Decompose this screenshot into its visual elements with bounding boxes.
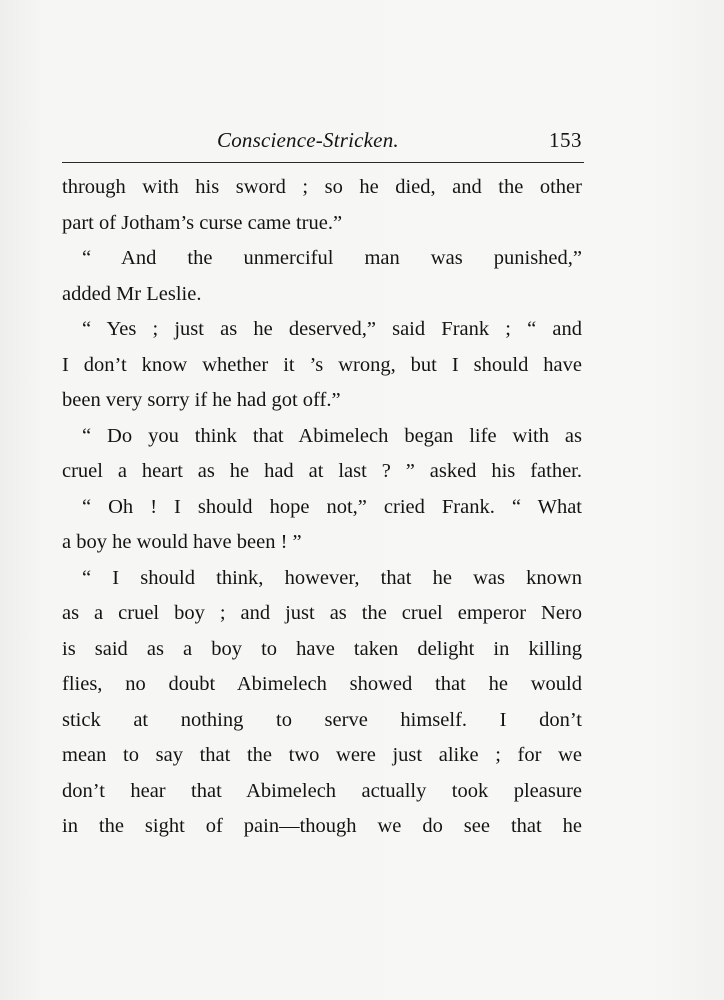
text-line: been very sorry if he had got off.” xyxy=(62,389,341,411)
text-line: “ Do you think that Abimelech began life with as xyxy=(82,424,582,447)
text-line: stick at nothing to serve himself. I don’t xyxy=(62,708,582,731)
text-line: part of Jotham’s curse came true.” xyxy=(62,211,343,234)
text-line: in the sight of pain—though we do see that he xyxy=(62,815,582,837)
text-line: mean to say that the two were just alike ; for we xyxy=(62,744,582,766)
text-line: through with his sword ; so he died, and the other xyxy=(62,176,582,198)
text-line: is said as a boy to have taken delight in killing xyxy=(62,637,582,660)
text-line: added Mr Leslie. xyxy=(62,282,202,305)
header-rule xyxy=(62,162,584,163)
page-number: 153 xyxy=(549,128,582,152)
body-text xyxy=(62,170,582,845)
text-line: “ Oh ! I should hope not,” cried Frank. “ What xyxy=(82,495,582,518)
text-line: flies, no doubt Abimelech showed that he would xyxy=(62,673,582,695)
text-line: a boy he would have been ! ” xyxy=(62,531,302,553)
running-title: Conscience-Stricken. xyxy=(217,128,399,152)
text-line: cruel a heart as he had at last ? ” asked his father. xyxy=(62,460,582,482)
text-line: as a cruel boy ; and just as the cruel emperor Nero xyxy=(62,602,582,624)
text-line: don’t hear that Abimelech actually took pleasure xyxy=(62,779,582,802)
text-line: I don’t know whether it ’s wrong, but I should have xyxy=(62,353,582,376)
text-line: “ Yes ; just as he deserved,” said Frank ; “ and xyxy=(82,318,582,340)
text-line: “ And the unmerciful man was punished,” xyxy=(82,247,582,269)
page-header xyxy=(62,122,584,158)
text-line: “ I should think, however, that he was known xyxy=(82,566,582,589)
